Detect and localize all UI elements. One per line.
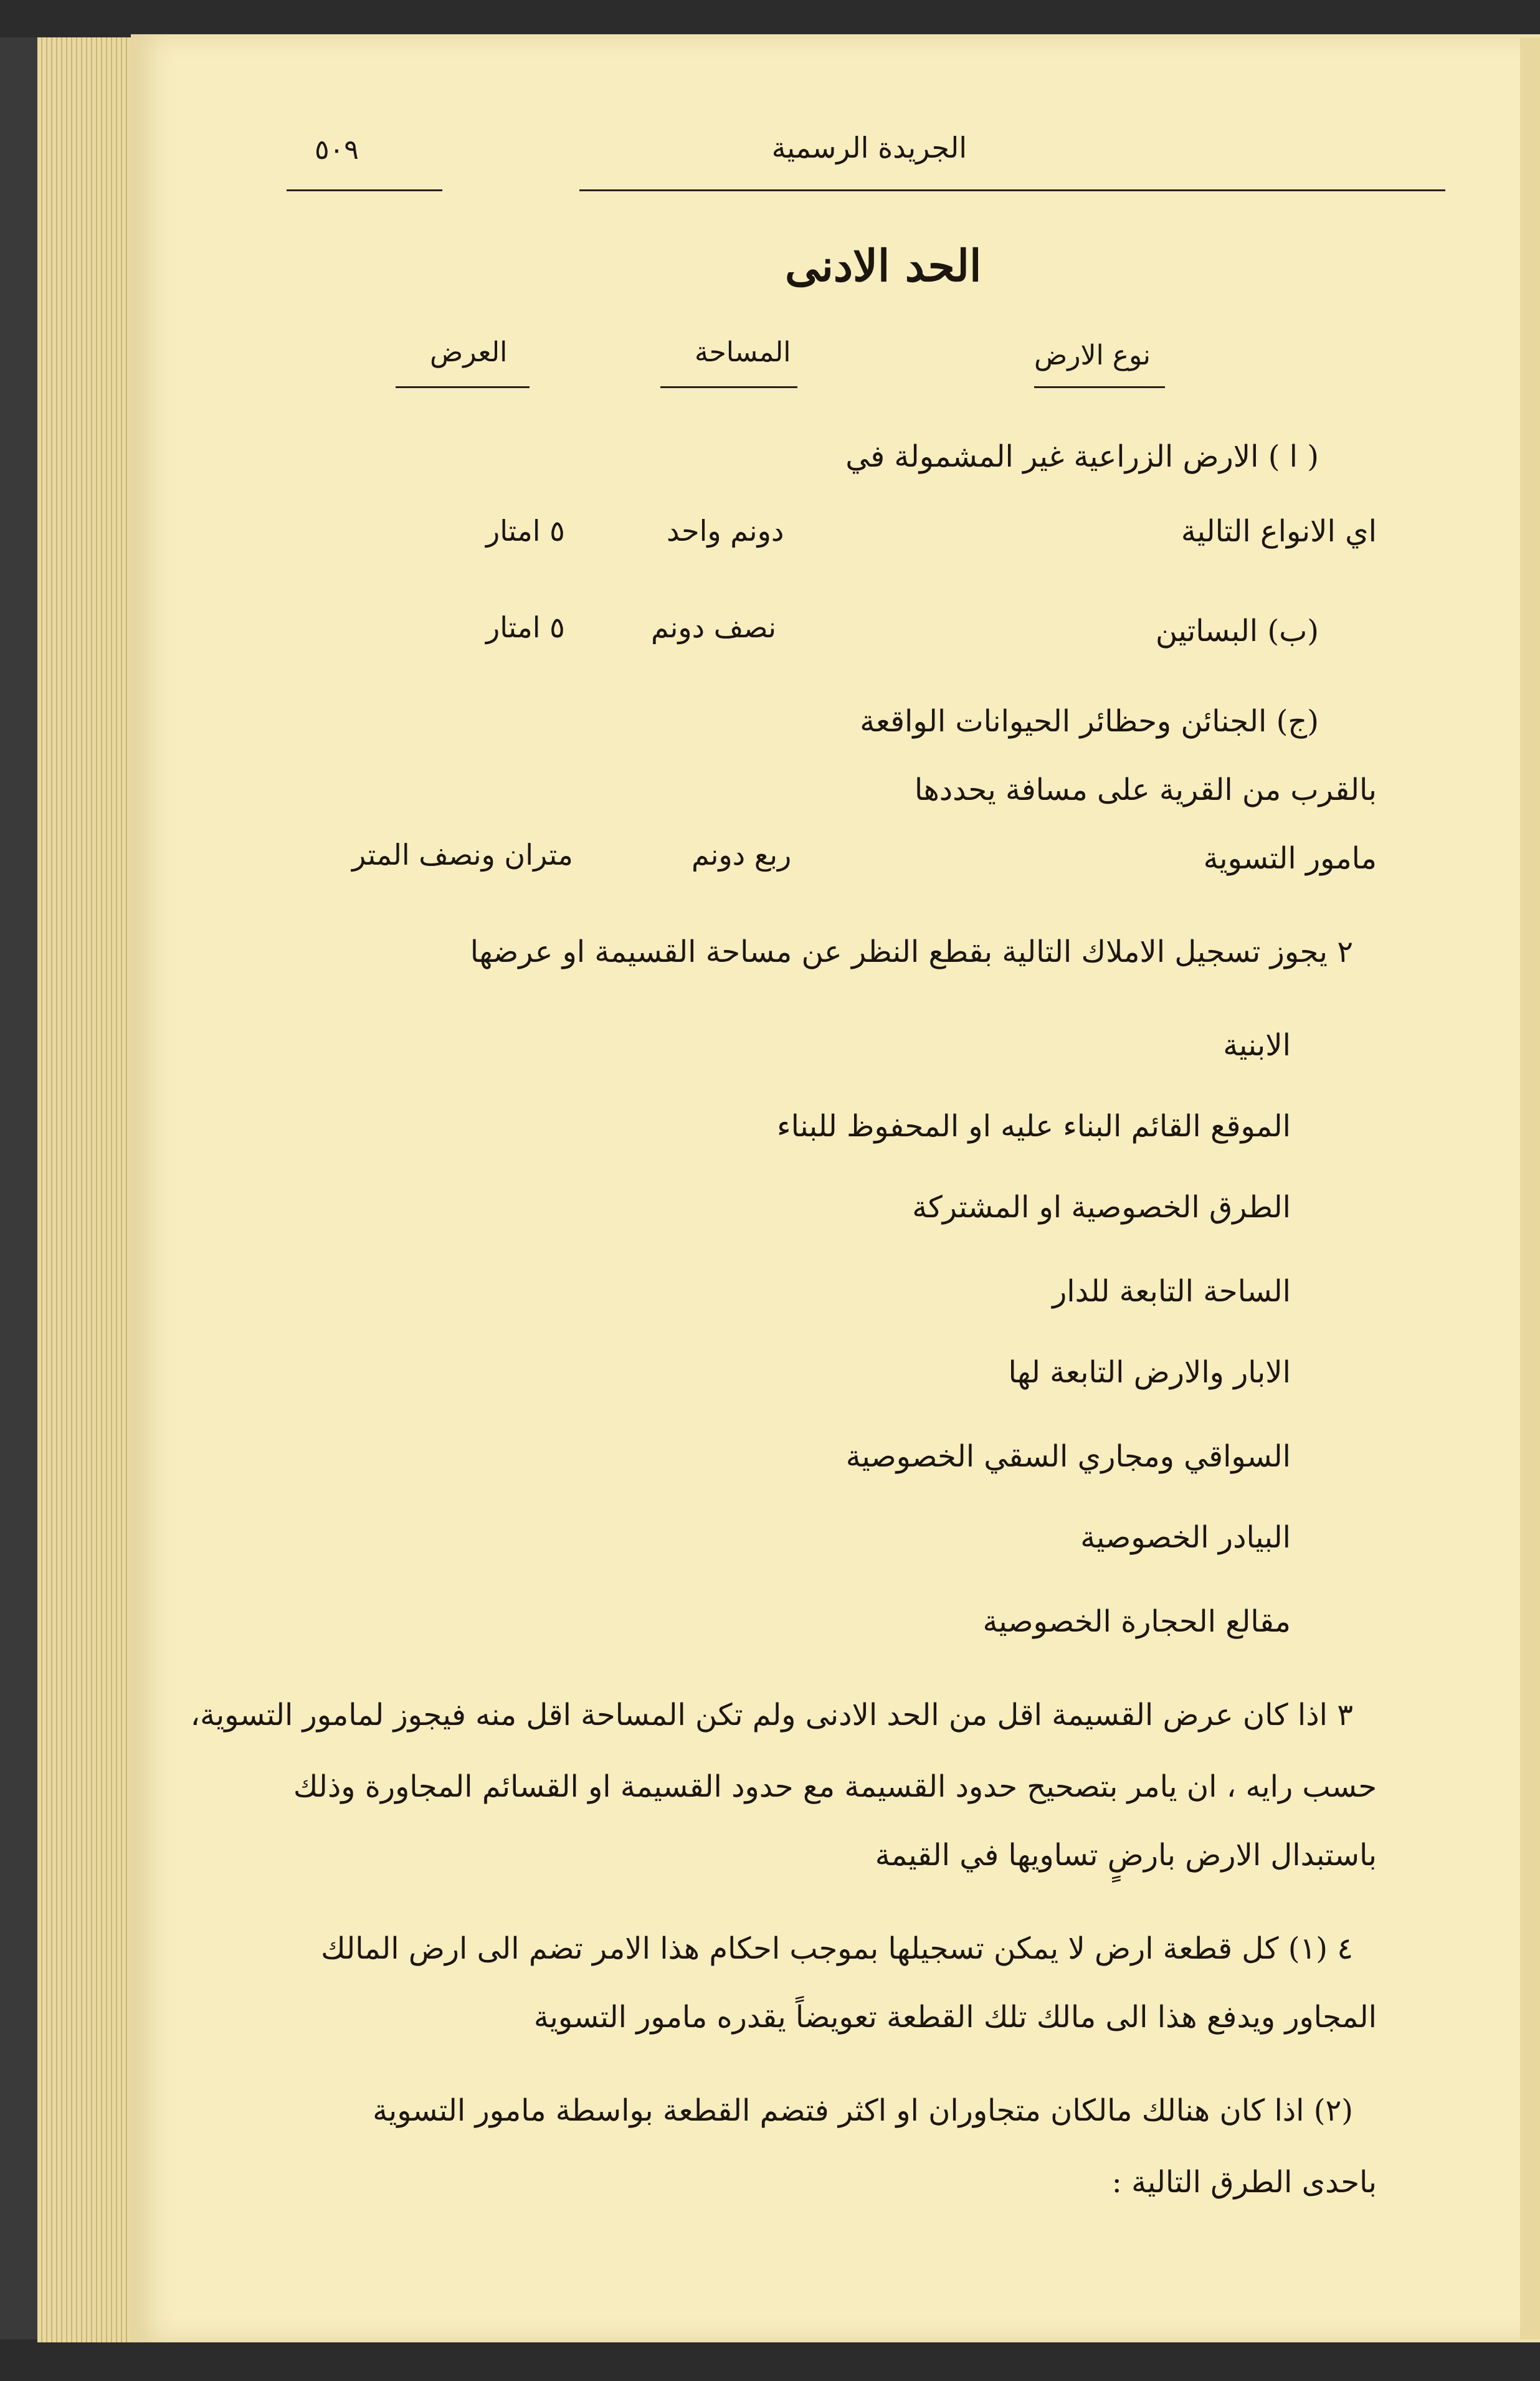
section-2-item-1: الابنية bbox=[1223, 1028, 1291, 1063]
section-2-item-3: الطرق الخصوصية او المشتركة bbox=[912, 1190, 1291, 1225]
row-2-width: ٥ امتار bbox=[486, 611, 565, 644]
row-2-area: نصف دونم bbox=[651, 611, 777, 644]
row-3-area: ربع دونم bbox=[692, 838, 792, 872]
section-2-item-7: البيادر الخصوصية bbox=[1080, 1520, 1291, 1555]
book-cover-top bbox=[0, 0, 1540, 37]
section-4b-line-1: (٢) اذا كان هنالك مالكان متجاوران او اكثر فتضم القطعة بواسطة مامور التسوية bbox=[373, 2093, 1353, 2128]
book-cover-bottom bbox=[0, 2339, 1540, 2381]
row-1-area: دونم واحد bbox=[667, 514, 784, 548]
section-heading: الحد الادنى bbox=[785, 240, 982, 292]
column-rule-width bbox=[396, 386, 530, 388]
section-4b-line-2: باحدى الطرق التالية : bbox=[1111, 2165, 1377, 2200]
page-right-edge bbox=[1520, 37, 1540, 2339]
header-rule-right bbox=[579, 189, 1445, 191]
running-title: الجريدة الرسمية bbox=[771, 131, 967, 164]
section-2-item-8: مقالع الحجارة الخصوصية bbox=[982, 1604, 1291, 1639]
section-2-item-4: الساحة التابعة للدار bbox=[1052, 1274, 1291, 1309]
row-1-line-1: ( ا ) الارض الزراعية غير المشمولة في bbox=[845, 439, 1319, 474]
column-header-type: نوع الارض bbox=[1034, 340, 1151, 371]
section-4-line-1: ٤ (١) كل قطعة ارض لا يمكن تسجيلها بموجب احكام هذا الامر تضم الى ارض المالك bbox=[321, 1931, 1353, 1966]
page-edges bbox=[37, 37, 143, 2342]
row-2-line-1: (ب) البساتين bbox=[1155, 614, 1319, 649]
section-2-item-5: الابار والارض التابعة لها bbox=[1008, 1355, 1291, 1390]
row-3-line-2: بالقرب من القرية على مسافة يحددها bbox=[914, 772, 1377, 807]
column-header-area: المساحة bbox=[695, 336, 791, 368]
column-rule-type bbox=[1034, 386, 1165, 388]
section-2-item-6: السواقي ومجاري السقي الخصوصية bbox=[845, 1439, 1291, 1474]
column-header-width: العرض bbox=[430, 336, 508, 368]
page-number: ٥٠٩ bbox=[315, 134, 359, 166]
section-3-line-2: حسب رايه ، ان يامر بتصحيح حدود القسيمة مع حدود القسيمة او القسائم المجاورة وذلك bbox=[293, 1769, 1377, 1804]
section-2-item-2: الموقع القائم البناء عليه او المحفوظ للبناء bbox=[777, 1109, 1291, 1144]
page bbox=[131, 34, 1540, 2342]
section-3-line-3: باستبدال الارض بارضٍ تساويها في القيمة bbox=[875, 1838, 1377, 1873]
row-3-line-1: (ج) الجنائن وحظائر الحيوانات الواقعة bbox=[860, 704, 1319, 739]
section-3-line-1: ٣ اذا كان عرض القسيمة اقل من الحد الادنى ولم تكن المساحة اقل منه فيجوز لمامور التسوية، bbox=[190, 1698, 1353, 1732]
row-1-line-2: اي الانواع التالية bbox=[1181, 514, 1377, 549]
row-3-line-3: مامور التسوية bbox=[1203, 841, 1377, 876]
section-2-intro: ٢ يجوز تسجيل الاملاك التالية بقطع النظر عن مساحة القسيمة او عرضها bbox=[470, 934, 1353, 969]
header-rule-left bbox=[287, 189, 442, 191]
row-1-width: ٥ امتار bbox=[486, 514, 565, 548]
column-rule-area bbox=[660, 386, 797, 388]
section-4-line-2: المجاور ويدفع هذا الى مالك تلك القطعة تعويضاً يقدره مامور التسوية bbox=[533, 2000, 1377, 2035]
row-3-width: متران ونصف المتر bbox=[352, 838, 573, 872]
